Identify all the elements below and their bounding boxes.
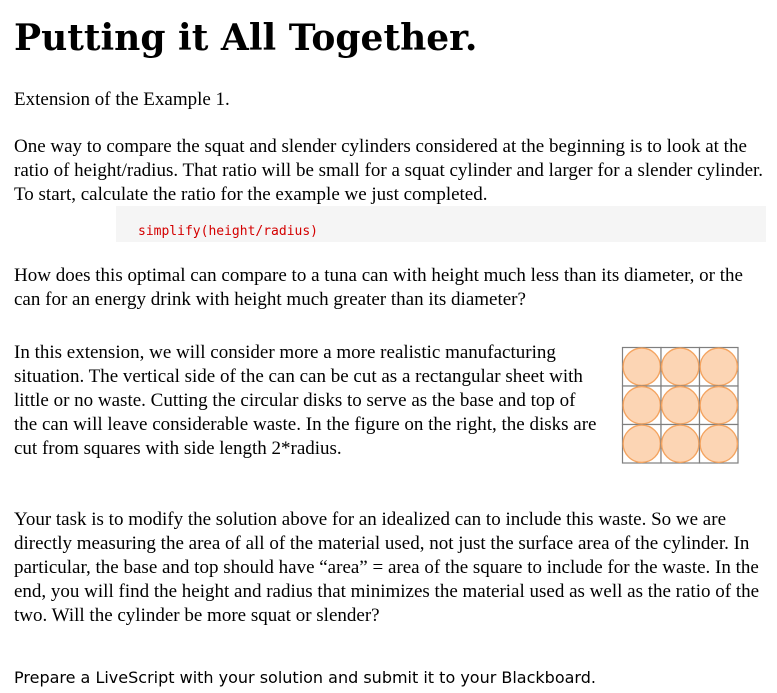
compare-paragraph: One way to compare the squat and slender cylinders considered at the beginning is to look at the ratio of height/radius. That ratio will be small for a squat cylinder and larger for a slender cylinder. To start, calculate the ratio for the example we just completed. (14, 136, 764, 205)
disk-circle (623, 425, 660, 462)
disk-circle (623, 348, 660, 385)
disk-circle (662, 348, 699, 385)
disk-circle (662, 425, 699, 462)
disk-circle (662, 387, 699, 424)
task-paragraph: Your task is to modify the solution above for an idealized can to include this waste. So we are directly measuring the area of all of the material used, not just the surface area of the cylinder. In particular, the base and top should have “area” = area of the square to include for the waste. In the end, you will find the height and radius that minimizes the material used as well as the ratio of the two. Will the cylinder be more squat or slender? (14, 509, 760, 626)
code-line[interactable]: simplify(height/radius) (138, 224, 319, 239)
intro-text: Extension of the Example 1. (14, 89, 230, 110)
disk-circle (700, 348, 737, 385)
disk-circle (700, 387, 737, 424)
extension-paragraph: In this extension, we will consider more a more realistic manufacturing situation. The vertical side of the can can be cut as a rectangular sheet with little or no waste. Cutting the circular disks to serve as the base and top of the can will leave considerable waste. In the figure on the right, the disks are cut from squares with side length 2*radius. (14, 342, 597, 459)
submit-instruction: Prepare a LiveScript with your solution and submit it to your Blackboard. (14, 668, 596, 687)
code-block[interactable] (116, 206, 766, 242)
page-title: Putting it All Together. (14, 17, 478, 59)
disk-circle (700, 425, 737, 462)
disk-circle (623, 387, 660, 424)
document-page (14, 0, 766, 687)
question-paragraph: How does this optimal can compare to a tuna can with height much less than its diameter, or the can for an energy drink with height much greater than its diameter? (14, 265, 743, 310)
disk-grid-figure (621, 346, 741, 464)
